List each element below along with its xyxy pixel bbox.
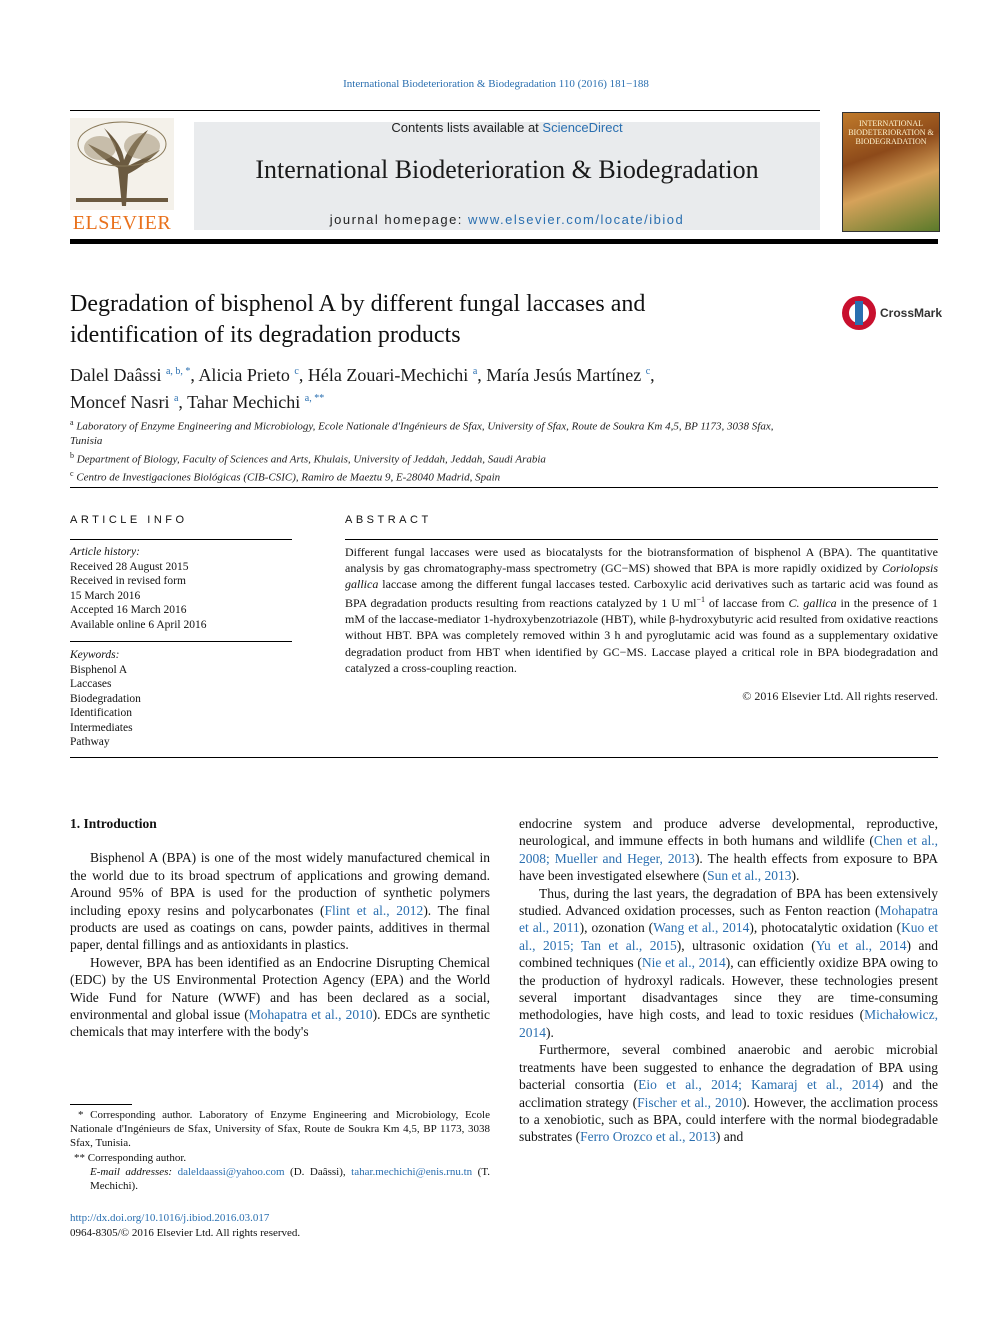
section-divider [70, 757, 938, 758]
citation-link[interactable]: Mohapatra et al., 2010 [248, 1007, 373, 1023]
title-line-2: identification of its degradation products [70, 322, 461, 348]
title-line-1: Degradation of bisphenol A by different fungal laccases and [70, 291, 646, 317]
article-info-heading: ARTICLE INFO [70, 514, 188, 526]
citation-link[interactable]: Mohapatra et al., 2011 [519, 903, 938, 936]
article-title [70, 289, 770, 351]
citation-link[interactable]: Eio et al., 2014; Kamaraj et al., 2014 [638, 1077, 879, 1093]
history-item: Received 28 August 2015 [70, 560, 189, 573]
citation-link[interactable]: Michałowicz, 2014 [519, 1007, 938, 1040]
citation-link[interactable]: Flint et al., 2012 [324, 902, 424, 918]
affiliation-item: $^a$ Laboratory of Enzyme Engineering and Microbiology, Ecole Nationale d'Ingénieurs de Sfax, University of Sfax, Route de Soukra Km 4,5, BP 1173, 3038 Sfax, [70, 418, 774, 433]
citation-link[interactable]: Fischer et al., 2010 [637, 1094, 743, 1110]
corresponding-author-note: * Corresponding author. Laboratory of Enzyme Engineering and Microbiology, Ecole Nationale d'Ingénieurs de Sfax, University of Sfax, Route de Soukra Km 4,5, BP 1173, 3038 Sfax, Tunisia. [70, 1109, 490, 1150]
author-affil-marker[interactable]: c [294, 366, 299, 377]
abstract-copyright: © 2016 Elsevier Ltd. All rights reserved. [742, 689, 938, 703]
author-affil-marker[interactable]: a, b, * [165, 366, 191, 377]
issn-copyright: 0964-8305/© 2016 Elsevier Ltd. All rights reserved. [70, 1227, 301, 1239]
sciencedirect-link[interactable]: ScienceDirect [542, 120, 623, 135]
citation-link[interactable]: Nie et al., 2014 [641, 955, 726, 971]
author-name[interactable]: Héla Zouari-Mechichi [307, 365, 469, 385]
email-link[interactable]: tahar.mechichi@enis.rnu.tn [351, 1165, 473, 1178]
citation-link[interactable]: Sun et al., 2013 [707, 868, 792, 884]
author-name[interactable]: Alicia Prieto [198, 365, 290, 385]
keywords [70, 648, 292, 750]
info-rule [70, 641, 292, 642]
intro-heading: 1. Introduction [70, 816, 157, 831]
keyword: Identification [70, 707, 132, 719]
crossmark-badge[interactable] [842, 296, 942, 336]
homepage-prefix: journal homepage: [329, 212, 469, 227]
info-rule [70, 539, 292, 540]
citation-link[interactable]: Kuo et al., 2015; Tan et al., 2015 [519, 920, 939, 953]
abstract-body: Different fungal laccases were used as biocatalysts for the biotransformation of bisphenol A (BPA). The quantitative analysis by gas chromatography-mass spectrometry (GC−MS) showed that BPA is more rapidly oxidized by Coriolopsis gallica laccase among the different fungal laccases tested. Carboxylic acid derivatives such as tartaric acid was found as BPA degradation products resulting from reactions catalyzed by 1 U $ml^{-1}$ of laccase from C. gallica in the presence of 1 mM of the laccase-mediator 1-hydroxybenzotriazole (HBT), while β-hydroxybutyric acid resulted from oxidative reactions without HBT. BPA was completely removed within 3 h and pyroglutamic acid was found as a supplementary oxidative degradation product from HBT when identified by GC−MS. Laccase played a critical role in BPA biodegradation and catalyzed a cross-coupling reaction. [345, 545, 938, 675]
citation-link[interactable]: Ferro Orozco et al., 2013 [580, 1129, 716, 1145]
article-history [70, 545, 292, 632]
elsevier-logo[interactable] [70, 118, 174, 236]
citation-link[interactable]: Wang et al., 2014 [653, 920, 750, 936]
body-left-column [70, 815, 490, 1041]
corresponding-author-note: ** Corresponding author. [74, 1151, 187, 1164]
journal-citation[interactable]: International Biodeterioration & Biodegradation 110 (2016) 181−188 [343, 78, 649, 90]
contents-prefix: Contents lists available at [391, 120, 543, 135]
author-name[interactable]: Dalel Daâssi [70, 365, 162, 385]
keywords-label: Keywords: [70, 649, 120, 661]
homepage-line [194, 212, 820, 227]
intro-paragraph: Furthermore, several combined anaerobic and aerobic microbial treatments have been suggested to enhance the degradation of BPA using bacterial consortia (Eio et al., 2014; Kamaraj et al., 2014) and the acclimation strategy (Fischer et al., 2010). However, the acclimation process to a xenobiotic, such as BPA, could interfere with the normal biodegradable substrates (Ferro Orozco et al., 2013) and [519, 1042, 939, 1145]
keyword: Intermediates [70, 721, 133, 734]
author-affil-marker[interactable]: a [472, 366, 478, 377]
doi-link[interactable]: http://dx.doi.org/10.1016/j.ibiod.2016.03.017 [70, 1212, 270, 1224]
history-item: Received in revised form [70, 575, 186, 587]
elsevier-tree-icon [70, 118, 174, 210]
history-item: 15 March 2016 [70, 589, 141, 602]
intro-paragraph-cont: endocrine system and produce adverse developmental, reproductive, neurological, and immune effects in both humans and wildlife (Chen et al., 2008; Mueller and Heger, 2013). The health effects from exposure to BPA have been investigated elsewhere (Sun et al., 2013). [519, 816, 939, 884]
intro-paragraph: However, BPA has been identified as an Endocrine Disrupting Chemical (EDC) by the US Environmental Protection Agency (EPA) and the World Wide Fund for Nature (WWF) and has been declared as a social, environmental and global issue (Mohapatra et al., 2010). EDCs are synthetic chemicals that may interfere with the body's [70, 954, 490, 1040]
cover-title: INTERNATIONAL BIODETERIORATION & BIODEGRADATION [848, 119, 934, 146]
journal-title: International Biodeterioration & Biodegradation [255, 155, 759, 184]
affiliation-item: $^c$ Centro de Investigaciones Biológicas (CIB-CSIC), Ramiro de Maeztu 9, E-28040 Madrid, Spain [70, 468, 501, 484]
author-affil-marker[interactable]: c [645, 366, 651, 377]
history-label: Article history: [70, 546, 140, 558]
homepage-link[interactable]: www.elsevier.com/locate/ibiod [468, 212, 685, 227]
history-item: Available online 6 April 2016 [70, 618, 207, 631]
author-name[interactable]: Moncef Nasri [70, 392, 170, 412]
contents-line [194, 120, 820, 135]
body-right-column [519, 815, 938, 1146]
abstract-rule [345, 539, 938, 540]
footnote-rule [70, 1104, 132, 1105]
header-rule-thick [70, 239, 938, 244]
author-list: Dalel Daâssi $^{a, b, *}$, Alicia Prieto $^c$, Héla Zouari-Mechichi $^a$, María Jesús Martínez $^c$, Moncef Nasri $^a$, Tahar Mechichi $^{a, **}$ [70, 365, 655, 412]
keyword: Biodegradation [70, 692, 141, 705]
elsevier-wordmark: ELSEVIER [72, 212, 172, 234]
footnotes [70, 1108, 490, 1193]
crossmark-label: CrossMark [880, 306, 943, 320]
affiliations [70, 416, 830, 485]
citation-link[interactable]: Chen et al., 2008; Mueller and Heger, 2013 [519, 833, 938, 866]
author-affil-marker[interactable]: a, ** [304, 393, 325, 404]
keyword: Bisphenol A [70, 663, 128, 676]
author-name[interactable]: Tahar Mechichi [187, 392, 301, 412]
citation-link[interactable]: Yu et al., 2014 [815, 937, 907, 953]
header-rule [70, 110, 820, 111]
affiliation-item-cont: Tunisia [70, 435, 103, 448]
section-divider [70, 487, 938, 488]
doi-block [70, 1211, 300, 1241]
intro-paragraph: Thus, during the last years, the degradation of BPA has been extensively studied. Advanced oxidation processes, such as Fenton reaction (Mohapatra et al., 2011), ozonation (Wang et al., 2014), photocatalytic oxidation (Kuo et al., 2015; Tan et al., 2015), ultrasonic oxidation (Yu et al., 2014) and combined techniques (Nie et al., 2014), can efficiently oxidize BPA owing to the production of hydroxyl radicals. However, these technologies present several important disadvantages since they are time-consuming methodologies, have high costs, and lead to toxic residues (Michałowicz, 2014). [519, 885, 939, 1040]
author-affil-marker[interactable]: a [173, 393, 179, 404]
crossmark-icon [842, 296, 876, 330]
history-item: Accepted 16 March 2016 [70, 604, 187, 616]
abstract-heading: ABSTRACT [345, 514, 432, 526]
keyword: Pathway [70, 736, 110, 748]
intro-paragraph: Bisphenol A (BPA) is one of the most widely manufactured chemical in the world due to its broad spectrum of applications and growing demand. Around 95% of BPA is used for the production of synthetic polymers including epoxy resins and polycarbonates (Flint et al., 2012). The final products are used as coatings on cans, powder paints, additives in thermal paper, dental fillings and as antioxidants in plastics. [70, 850, 491, 953]
email-addresses: E-mail addresses: daleldaassi@yahoo.com (D. Daâssi), tahar.mechichi@enis.rnu.tn (T. Mechichi). [90, 1165, 490, 1193]
affiliation-item: $^b$ Department of Biology, Faculty of Sciences and Arts, Khulais, University of Jeddah, Jeddah, Saudi Arabia [70, 450, 546, 466]
email-link[interactable]: daleldaassi@yahoo.com [177, 1165, 285, 1178]
keyword: Laccases [70, 678, 112, 690]
journal-cover-image[interactable] [842, 112, 940, 232]
author-name[interactable]: María Jesús Martínez [486, 365, 642, 385]
